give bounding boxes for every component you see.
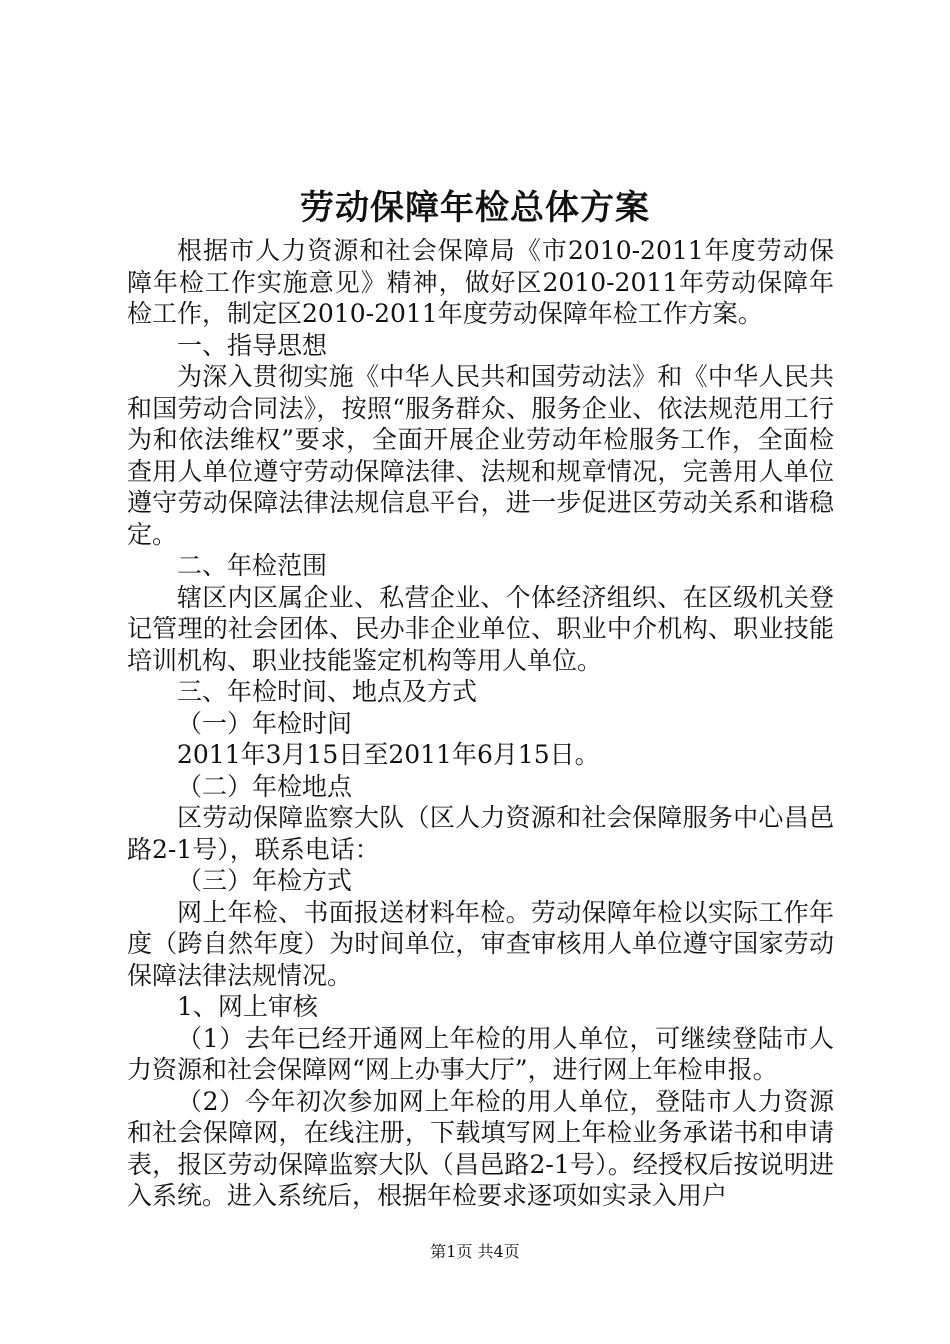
document-body — [127, 235, 834, 1212]
inspection-place-paragraph: 区劳动保障监察大队（区人力资源和社会保障服务中心昌邑路2-1号），联系电话： — [127, 803, 834, 864]
inspection-method-paragraph: 网上年检、书面报送材料年检。劳动保障年检以实际工作年度（跨自然年度）为时间单位，审查审核用人单位遵守国家劳动保障法律法规情况。 — [127, 897, 834, 990]
section-heading-guiding-ideology: 一、指导思想 — [177, 330, 328, 360]
section-heading-inspection-scope: 二、年检范围 — [177, 551, 328, 580]
subheading-inspection-method: （三）年检方式 — [177, 866, 353, 895]
inspection-scope-paragraph: 辖区内区属企业、私营企业、个体经济组织、在区级机关登记管理的社会团体、民办非企业单位、职业中介机构、职业技能培训机构、职业技能鉴定机构等用人单位。 — [127, 582, 834, 675]
intro-paragraph: 根据市人力资源和社会保障局《市2010-2011年度劳动保障年检工作实施意见》精神，做好区2010-2011年劳动保障年检工作，制定区2010-2011年度劳动保障年检工作方案。 — [127, 236, 834, 328]
subheading-inspection-time: （一）年检时间 — [177, 708, 353, 738]
subheading-online-review: 1、网上审核 — [177, 992, 318, 1021]
subheading-inspection-place: （二）年检地点 — [177, 771, 353, 801]
online-review-item-1: （1）去年已经开通网上年检的用人单位，可继续登陆市人力资源和社会保障网“网上办事大厅”，进行网上年检申报。 — [127, 1023, 834, 1084]
online-review-item-2: （2）今年初次参加网上年检的用人单位，登陆市人力资源和社会保障网，在线注册，下载填写网上年检业务承诺书和申请表，报区劳动保障监察大队（昌邑路2-1号）。经授权后按说明进入系统。进入系统后，根据年检要求逐项如实录入用户 — [127, 1086, 834, 1210]
document-title: 劳动保障年检总体方案 — [300, 188, 650, 228]
inspection-time-paragraph: 2011年3月15日至2011年6月15日。 — [177, 740, 600, 769]
page-footer: 第1页 共4页 — [430, 1242, 520, 1261]
section-heading-time-place-method: 三、年检时间、地点及方式 — [177, 677, 478, 706]
guiding-ideology-paragraph: 为深入贯彻实施《中华人民共和国劳动法》和《中华人民共和国劳动合同法》，按照“服务群众、服务企业、依法规范用工行为和依法维权”要求，全面开展企业劳动年检服务工作，全面检查用人单位遵守劳动保障法律、法规和规章情况，完善用人单位遵守劳动保障法律法规信息平台，进一步促进区劳动关系和谐稳定。 — [127, 362, 834, 549]
